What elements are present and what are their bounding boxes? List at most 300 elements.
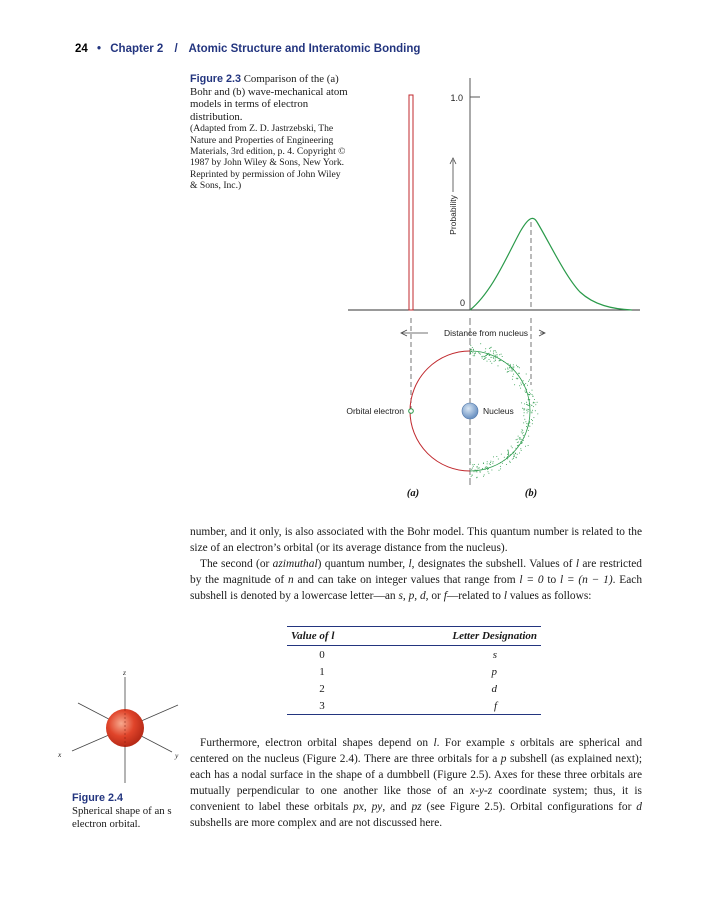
cloud-dot bbox=[472, 347, 473, 348]
table-row bbox=[287, 663, 541, 680]
cloud-dot bbox=[478, 352, 479, 353]
cloud-dot bbox=[489, 463, 490, 464]
cloud-dot bbox=[507, 368, 508, 369]
cloud-dot bbox=[515, 453, 516, 454]
cloud-dot bbox=[486, 466, 487, 467]
cloud-dot bbox=[490, 464, 491, 465]
p3-p: p bbox=[500, 752, 507, 765]
nucleus bbox=[462, 403, 478, 419]
p2-text-c: , designates the subshell. Values of bbox=[411, 557, 576, 570]
chapter-label: Chapter 2 bbox=[110, 43, 164, 55]
cloud-dot bbox=[487, 361, 488, 362]
cloud-dot bbox=[517, 454, 518, 455]
p3-text-h: subshells are more complex and are not discussed here. bbox=[190, 816, 443, 829]
cloud-dot bbox=[490, 347, 491, 348]
cloud-dot bbox=[510, 370, 511, 371]
table-row bbox=[287, 697, 541, 715]
cloud-dot bbox=[519, 439, 520, 440]
cloud-dot bbox=[496, 456, 497, 457]
cloud-dot bbox=[526, 423, 527, 424]
cloud-dot bbox=[532, 390, 533, 391]
paragraph-3 bbox=[190, 736, 642, 831]
cloud-dot bbox=[535, 404, 536, 405]
cloud-dot bbox=[484, 356, 485, 357]
cloud-dot bbox=[508, 453, 509, 454]
cloud-dot bbox=[470, 345, 471, 346]
cloud-dot bbox=[507, 458, 508, 459]
table-cell-value: 2 bbox=[319, 682, 325, 695]
cloud-dot bbox=[533, 417, 534, 418]
cloud-dot bbox=[513, 367, 514, 368]
cloud-dot bbox=[477, 471, 478, 472]
cloud-dot bbox=[522, 430, 523, 431]
page-number: 24 bbox=[75, 43, 88, 55]
cloud-dot bbox=[521, 450, 522, 451]
p2-text-d: are restricted by the magnitude of bbox=[190, 557, 642, 586]
cloud-dot bbox=[531, 419, 532, 420]
figure-2-3-label: Figure 2.3 bbox=[190, 73, 242, 85]
cloud-dot bbox=[471, 476, 472, 477]
cloud-dot bbox=[475, 353, 476, 354]
cloud-dot bbox=[485, 348, 486, 349]
p2-letters: s, p, d, bbox=[398, 589, 429, 602]
cloud-dot bbox=[525, 446, 526, 447]
cloud-dot bbox=[532, 410, 533, 411]
cloud-dot bbox=[474, 355, 475, 356]
cloud-dot bbox=[500, 466, 501, 467]
cloud-dot bbox=[508, 452, 509, 453]
cloud-dot bbox=[473, 355, 474, 356]
cloud-dot bbox=[523, 380, 524, 381]
bullet-separator: • bbox=[97, 43, 102, 55]
cloud-dot bbox=[528, 445, 529, 446]
cloud-dot bbox=[523, 422, 524, 423]
cloud-dot bbox=[508, 454, 509, 455]
cloud-dot bbox=[513, 458, 514, 459]
paragraph-2 bbox=[190, 557, 642, 605]
p3-xyz: x-y-z bbox=[470, 784, 493, 797]
cloud-dot bbox=[533, 396, 534, 397]
cloud-dot bbox=[493, 353, 494, 354]
cloud-dot bbox=[516, 378, 517, 379]
cloud-dot bbox=[472, 468, 473, 469]
p3-l: l bbox=[433, 737, 437, 749]
cloud-dot bbox=[480, 354, 481, 355]
y-axis-label: Probability bbox=[448, 195, 458, 235]
cloud-dot bbox=[490, 351, 491, 352]
cloud-dot bbox=[531, 412, 532, 413]
cloud-dot bbox=[483, 476, 484, 477]
cloud-dot bbox=[485, 351, 486, 352]
cloud-dot bbox=[470, 352, 471, 353]
p2-text-i: —related to bbox=[446, 589, 504, 602]
cloud-dot bbox=[493, 461, 494, 462]
cloud-dot bbox=[493, 358, 494, 359]
cloud-dot bbox=[489, 348, 490, 349]
cloud-dot bbox=[517, 445, 518, 446]
cloud-dot bbox=[506, 464, 507, 465]
cloud-dot bbox=[529, 392, 530, 393]
p2-l3: l bbox=[503, 589, 507, 602]
cloud-dot bbox=[507, 450, 508, 451]
cloud-dot bbox=[517, 378, 518, 379]
cloud-dot bbox=[512, 370, 513, 371]
cloud-dot bbox=[519, 367, 520, 368]
p3-pz: pz bbox=[411, 800, 422, 813]
cloud-dot bbox=[508, 451, 509, 452]
cloud-dot bbox=[473, 350, 474, 351]
paragraph-1: number, and it only, is also associated with the Bohr model. This quantum number is related to the size of an electron’s orbital (or its average distance from the nucleus). bbox=[190, 526, 642, 554]
cloud-dot bbox=[508, 371, 509, 372]
cloud-dot bbox=[528, 430, 529, 431]
cloud-dot bbox=[487, 463, 488, 464]
p3-text-b: . For example bbox=[436, 737, 511, 749]
cloud-dot bbox=[528, 409, 529, 410]
cloud-dot bbox=[505, 369, 506, 370]
cloud-dot bbox=[512, 459, 513, 460]
panel-b-label: (b) bbox=[524, 488, 538, 499]
cloud-dot bbox=[522, 408, 523, 409]
cloud-dot bbox=[481, 356, 482, 357]
cloud-dot bbox=[527, 412, 528, 413]
cloud-dot bbox=[523, 435, 524, 436]
nucleus-label: Nucleus bbox=[483, 406, 514, 416]
cloud-dot bbox=[517, 442, 518, 443]
p3-px-py: px, py bbox=[353, 800, 383, 813]
cloud-dot bbox=[529, 426, 530, 427]
table-cell-letter: f bbox=[357, 697, 541, 715]
cloud-dot bbox=[500, 468, 501, 469]
table-row bbox=[287, 646, 541, 664]
cloud-dot bbox=[521, 384, 522, 385]
cloud-dot bbox=[524, 403, 525, 404]
cloud-dot bbox=[513, 364, 514, 365]
cloud-dot bbox=[479, 467, 480, 468]
cloud-dot bbox=[519, 438, 520, 439]
cloud-dot bbox=[498, 365, 499, 366]
bohr-probability-spike bbox=[409, 95, 413, 310]
cloud-dot bbox=[491, 470, 492, 471]
table-cell-letter: p bbox=[491, 665, 497, 678]
cloud-dot bbox=[491, 363, 492, 364]
p2-range2: l = (n − 1) bbox=[559, 573, 613, 586]
cloud-dot bbox=[489, 355, 490, 356]
y-tick-label-top: 1.0 bbox=[450, 93, 463, 103]
cloud-dot bbox=[470, 349, 471, 350]
cloud-dot bbox=[525, 391, 526, 392]
cloud-dot bbox=[512, 379, 513, 380]
cloud-dot bbox=[537, 402, 538, 403]
p2-text-g: . Each subshell is denoted by a lowercase letter—an bbox=[190, 573, 643, 602]
figure-2-4-diagram bbox=[55, 665, 190, 790]
cloud-dot bbox=[502, 463, 503, 464]
cloud-dot bbox=[495, 359, 496, 360]
p2-range1: l = 0 bbox=[519, 573, 544, 586]
cloud-dot bbox=[519, 385, 520, 386]
cloud-dot bbox=[514, 454, 515, 455]
p2-text-h: or bbox=[428, 589, 444, 602]
cloud-dot bbox=[520, 383, 521, 384]
cloud-dot bbox=[483, 463, 484, 464]
figure-2-4-label: Figure 2.4 bbox=[72, 792, 124, 804]
cloud-dot bbox=[499, 354, 500, 355]
cloud-dot bbox=[516, 439, 517, 440]
cloud-dot bbox=[521, 402, 522, 403]
table-cell-value: 1 bbox=[319, 665, 325, 678]
cloud-dot bbox=[494, 361, 495, 362]
cloud-dot bbox=[476, 471, 477, 472]
cloud-dot bbox=[523, 415, 524, 416]
p2-text-e: and can take on integer values that range from bbox=[293, 573, 520, 586]
cloud-dot bbox=[475, 470, 476, 471]
y-tick-label-zero: 0 bbox=[459, 298, 465, 308]
cloud-dot bbox=[490, 461, 491, 462]
cloud-dot bbox=[520, 448, 521, 449]
cloud-dot bbox=[501, 354, 502, 355]
cloud-dot bbox=[518, 373, 519, 374]
cloud-dot bbox=[517, 439, 518, 440]
cloud-dot bbox=[471, 349, 472, 350]
subshell-table bbox=[287, 626, 541, 715]
cloud-dot bbox=[512, 376, 513, 377]
cloud-dot bbox=[485, 467, 486, 468]
cloud-dot bbox=[507, 456, 508, 457]
cloud-dot bbox=[498, 459, 499, 460]
cloud-dot bbox=[483, 359, 484, 360]
cloud-dot bbox=[522, 433, 523, 434]
cloud-dot bbox=[477, 477, 478, 478]
cloud-dot bbox=[471, 469, 472, 470]
cloud-dot bbox=[526, 426, 527, 427]
cloud-dot bbox=[533, 403, 534, 404]
cloud-dot bbox=[486, 355, 487, 356]
cloud-dot bbox=[492, 463, 493, 464]
cloud-dot bbox=[493, 357, 494, 358]
cloud-dot bbox=[470, 353, 471, 354]
cloud-dot bbox=[500, 360, 501, 361]
cloud-dot bbox=[478, 464, 479, 465]
p2-text-f: to bbox=[543, 573, 560, 586]
cloud-dot bbox=[504, 457, 505, 458]
p2-text-b: ) quantum number, bbox=[317, 557, 409, 570]
cloud-dot bbox=[488, 473, 489, 474]
axis-y-label: y bbox=[175, 751, 179, 760]
cloud-dot bbox=[532, 423, 533, 424]
cloud-dot bbox=[487, 461, 488, 462]
cloud-dot bbox=[510, 462, 511, 463]
cloud-dot bbox=[513, 456, 514, 457]
cloud-dot bbox=[524, 419, 525, 420]
cloud-dot bbox=[529, 394, 530, 395]
cloud-dot bbox=[527, 404, 528, 405]
p2-n: n bbox=[288, 573, 294, 586]
cloud-dot bbox=[477, 467, 478, 468]
cloud-dot bbox=[509, 461, 510, 462]
cloud-dot bbox=[508, 369, 509, 370]
cloud-dot bbox=[473, 466, 474, 467]
cloud-dot bbox=[487, 467, 488, 468]
cloud-dot bbox=[516, 365, 517, 366]
cloud-dot bbox=[491, 357, 492, 358]
cloud-dot bbox=[507, 454, 508, 455]
orbital-electron-label: Orbital electron bbox=[346, 406, 404, 416]
cloud-dot bbox=[495, 360, 496, 361]
cloud-dot bbox=[493, 351, 494, 352]
figure-2-4-caption bbox=[72, 792, 187, 830]
cloud-dot bbox=[479, 471, 480, 472]
cloud-dot bbox=[470, 462, 471, 463]
cloud-dot bbox=[522, 429, 523, 430]
cloud-dot bbox=[511, 446, 512, 447]
cloud-dot bbox=[495, 350, 496, 351]
p3-text-g: (see Figure 2.5). Orbital configurations for bbox=[421, 800, 637, 813]
cloud-dot bbox=[501, 454, 502, 455]
cloud-dot bbox=[474, 471, 475, 472]
cloud-dot bbox=[524, 412, 525, 413]
cloud-dot bbox=[534, 399, 535, 400]
cloud-dot bbox=[523, 408, 524, 409]
p2-text-a: The second (or bbox=[200, 557, 273, 570]
p3-s: s bbox=[510, 737, 515, 749]
p3-text-c: orbitals are spherical and centered on the nucleus (Figure 2.4). There are three orbitals for a bbox=[190, 737, 643, 765]
cloud-dot bbox=[525, 421, 526, 422]
cloud-dot bbox=[521, 439, 522, 440]
cloud-dot bbox=[480, 343, 481, 344]
wave-probability-curve bbox=[470, 218, 632, 310]
cloud-dot bbox=[514, 455, 515, 456]
cloud-dot bbox=[478, 468, 479, 469]
cloud-dot bbox=[534, 402, 535, 403]
cloud-dot bbox=[530, 393, 531, 394]
body-paragraphs-top bbox=[190, 525, 642, 605]
header-separator: / bbox=[174, 43, 178, 55]
cloud-dot bbox=[533, 406, 534, 407]
cloud-dot bbox=[487, 469, 488, 470]
cloud-dot bbox=[526, 374, 527, 375]
figure-2-3-credit: (Adapted from Z. D. Jastrzebski, The Nature and Properties of Engineering Materials, 3rd edition, p. 4. Copyright © 1987 by John Wiley & Sons, New York. Reprinted by permission of John Wiley & Sons, Inc.) bbox=[190, 123, 346, 191]
figure-2-3-caption-main: Comparison of the (a) Bohr and (b) wave-mechanical atom models in terms of electron distribution. bbox=[190, 73, 348, 123]
cloud-dot bbox=[516, 457, 517, 458]
p3-text-a: Furthermore, electron orbital shapes depend on bbox=[200, 737, 434, 749]
table-cell-value: 3 bbox=[287, 697, 357, 715]
cloud-dot bbox=[483, 356, 484, 357]
p2-text-j: values as follows: bbox=[506, 589, 592, 602]
cloud-dot bbox=[496, 352, 497, 353]
table-header-letter: Letter Designation bbox=[357, 627, 541, 646]
cloud-dot bbox=[487, 354, 488, 355]
p3-d: d bbox=[636, 800, 642, 813]
cloud-dot bbox=[484, 474, 485, 475]
cloud-dot bbox=[524, 410, 525, 411]
cloud-dot bbox=[509, 367, 510, 368]
axis-z-label: z bbox=[123, 668, 126, 677]
cloud-dot bbox=[531, 412, 532, 413]
cloud-dot bbox=[520, 388, 521, 389]
cloud-dot bbox=[537, 413, 538, 414]
cloud-dot bbox=[495, 355, 496, 356]
cloud-dot bbox=[499, 360, 500, 361]
cloud-dot bbox=[482, 468, 483, 469]
p2-azimuthal: azimuthal bbox=[272, 557, 318, 570]
cloud-dot bbox=[489, 359, 490, 360]
cloud-dot bbox=[490, 462, 491, 463]
cloud-dot bbox=[523, 432, 524, 433]
p2-l2: l bbox=[575, 557, 579, 570]
cloud-dot bbox=[497, 356, 498, 357]
cloud-dot bbox=[526, 410, 527, 411]
p2-l: l bbox=[408, 557, 412, 570]
orbital-electron-dot bbox=[409, 409, 414, 414]
cloud-dot bbox=[472, 475, 473, 476]
cloud-dot bbox=[520, 438, 521, 439]
panel-a-label: (a) bbox=[406, 488, 420, 499]
cloud-dot bbox=[486, 357, 487, 358]
cloud-dot bbox=[490, 361, 491, 362]
x-axis-label: Distance from nucleus bbox=[443, 328, 529, 338]
cloud-dot bbox=[485, 358, 486, 359]
cloud-dot bbox=[518, 366, 519, 367]
cloud-dot bbox=[529, 379, 530, 380]
cloud-dot bbox=[485, 356, 486, 357]
cloud-dot bbox=[535, 410, 536, 411]
section-title: Atomic Structure and Interatomic Bonding bbox=[188, 43, 421, 55]
cloud-dot bbox=[528, 411, 529, 412]
bohr-orbit-left bbox=[410, 351, 470, 471]
cloud-dot bbox=[499, 470, 500, 471]
cloud-dot bbox=[528, 399, 529, 400]
p3-text-e: coordinate system; thus, it is convenient to label these orbitals bbox=[190, 784, 642, 813]
p3-text-d: subshell (as explained next); each has a nodal surface in the shape of a dumbbell (Figure 2.5). Axes for these three orbitals are mutually perpendicular to one another like those of an bbox=[190, 752, 643, 797]
cloud-dot bbox=[526, 402, 527, 403]
axis-x-label: x bbox=[58, 750, 62, 759]
cloud-dot bbox=[532, 394, 533, 395]
cloud-dot bbox=[528, 436, 529, 437]
cloud-dot bbox=[494, 350, 495, 351]
cloud-dot bbox=[527, 409, 528, 410]
cloud-dot bbox=[502, 356, 503, 357]
cloud-dot bbox=[507, 372, 508, 373]
cloud-dot bbox=[531, 405, 532, 406]
cloud-dot bbox=[482, 358, 483, 359]
cloud-dot bbox=[491, 347, 492, 348]
table-cell-letter: d bbox=[491, 682, 497, 695]
cloud-dot bbox=[513, 374, 514, 375]
table-header-value: Value of l bbox=[287, 627, 357, 646]
table-cell-value: 0 bbox=[319, 648, 325, 661]
cloud-dot bbox=[521, 432, 522, 433]
cloud-dot bbox=[510, 364, 511, 365]
table-row bbox=[287, 680, 541, 697]
cloud-dot bbox=[526, 404, 527, 405]
cloud-dot bbox=[518, 436, 519, 437]
cloud-dot bbox=[528, 381, 529, 382]
cloud-dot bbox=[497, 354, 498, 355]
cloud-dot bbox=[512, 447, 513, 448]
cloud-dot bbox=[493, 456, 494, 457]
cloud-dot bbox=[519, 453, 520, 454]
cloud-dot bbox=[527, 385, 528, 386]
cloud-dot bbox=[518, 442, 519, 443]
cloud-dot bbox=[472, 352, 473, 353]
cloud-dot bbox=[518, 445, 519, 446]
cloud-dot bbox=[472, 464, 473, 465]
cloud-dot bbox=[532, 420, 533, 421]
p3-text-f: , and bbox=[382, 800, 412, 813]
cloud-dot bbox=[514, 384, 515, 385]
cloud-dot bbox=[525, 383, 526, 384]
cloud-dot bbox=[529, 422, 530, 423]
table-cell-letter: s bbox=[492, 648, 497, 661]
